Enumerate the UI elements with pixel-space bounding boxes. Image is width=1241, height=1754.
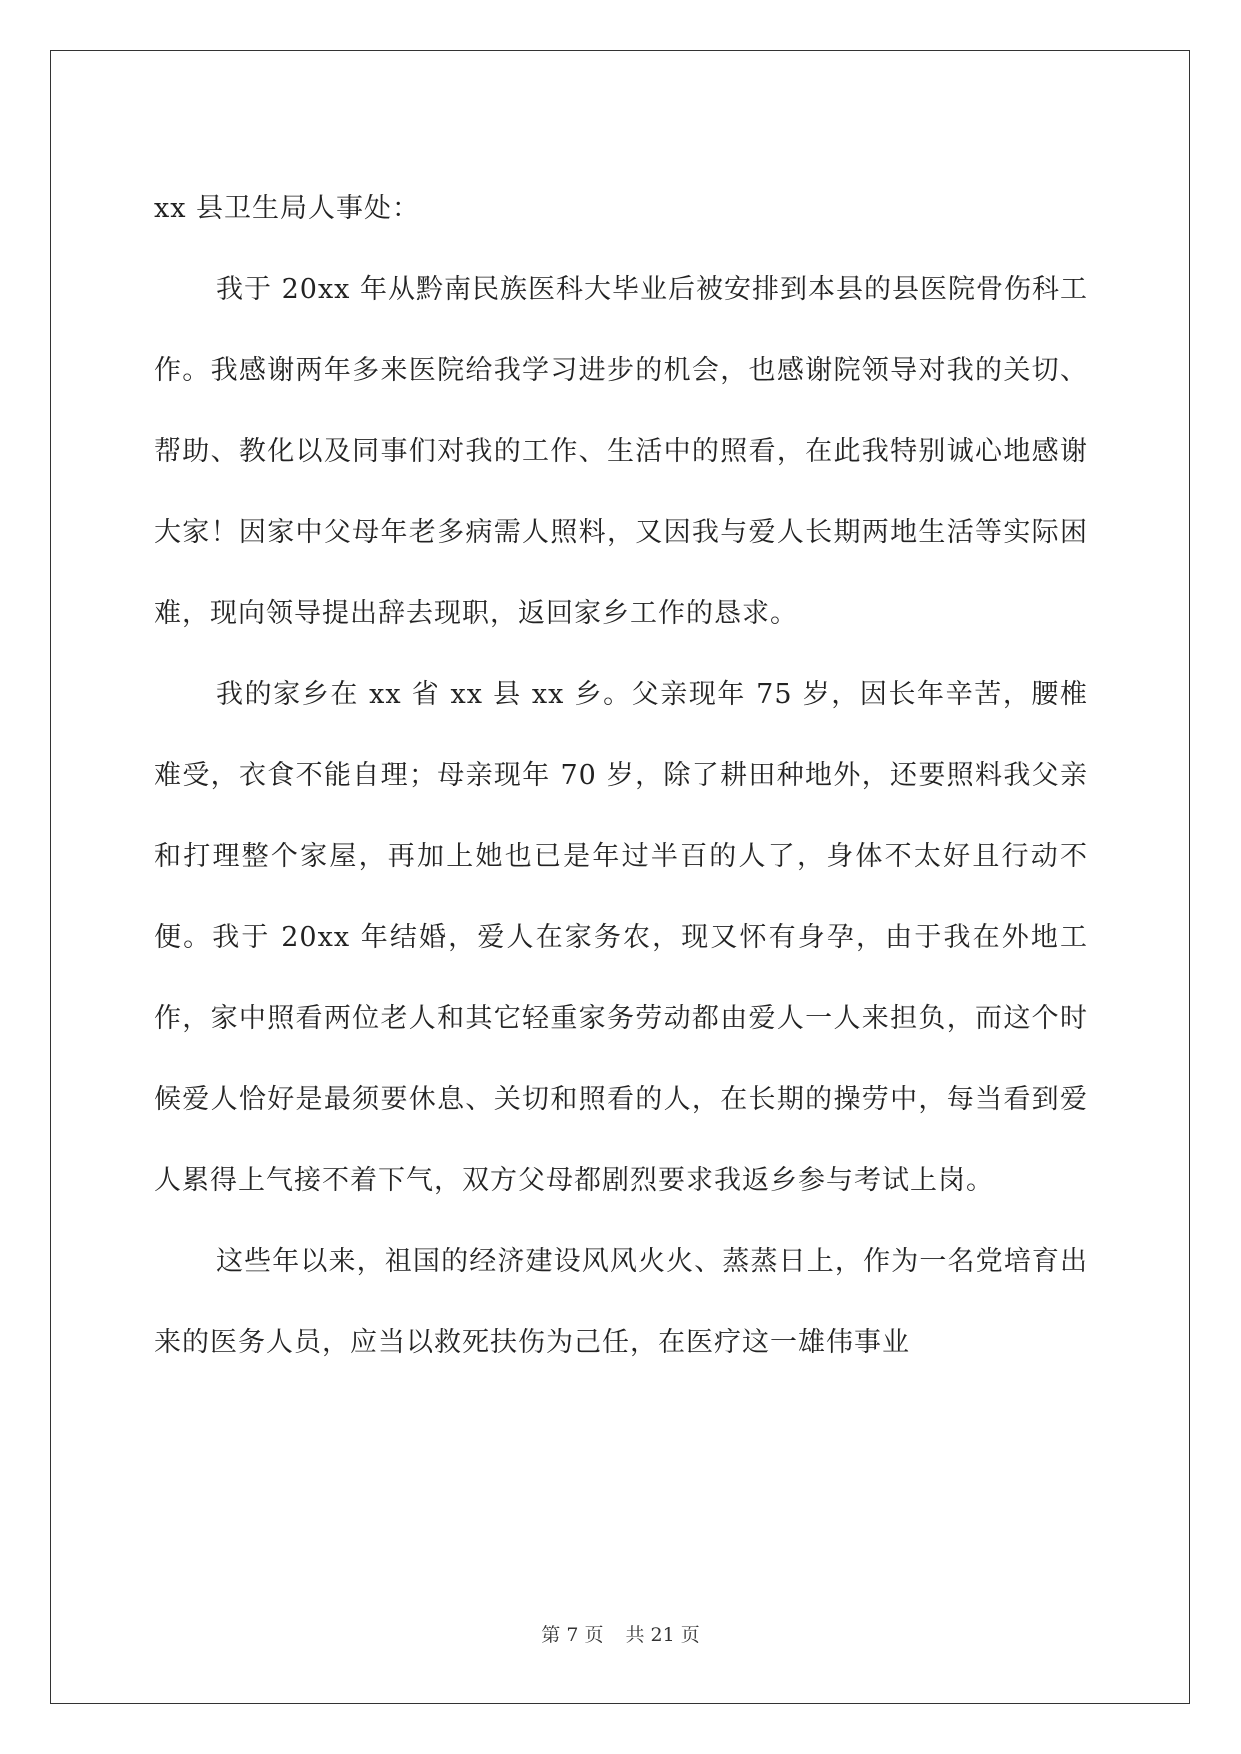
paragraph-3: 这些年以来，祖国的经济建设风风火火、蒸蒸日上，作为一名党培育出来的医务人员，应当以救死扶伤为己任，在医疗这一雄伟事业 [154, 1246, 1088, 1358]
paragraph-2: 我的家乡在 xx 省 xx 县 xx 乡。父亲现年 75 岁，因长年辛苦，腰椎难受，衣食不能自理；母亲现年 70 岁，除了耕田种地外，还要照料我父亲和打理整个家屋，再加上她也已是年过半百的人了，身体不太好且行动不便。我于 20xx 年结婚，爱人在家务农，现又怀有身孕，由于我在外地工作，家中照看两位老人和其它轻重家务劳动都由爱人一人来担负，而这个时候爱人恰好是最须要休息、关切和照看的人，在长期的操劳中，每当看到爱人累得上气接不着下气，双方父母都剧烈要求我返乡参与考试上岗。 [154, 679, 1088, 1196]
page-total: 共 21 页 [625, 1624, 700, 1646]
document-body [154, 168, 1088, 1383]
page-footer [0, 1620, 1241, 1647]
page-number: 第 7 页 [541, 1624, 604, 1646]
salutation: xx 县卫生局人事处： [154, 193, 421, 224]
paragraph-1: 我于 20xx 年从黔南民族医科大毕业后被安排到本县的县医院骨伤科工作。我感谢两年多来医院给我学习进步的机会，也感谢院领导对我的关切、帮助、教化以及同事们对我的工作、生活中的照看，在此我特别诚心地感谢大家！因家中父母年老多病需人照料，又因我与爱人长期两地生活等实际困难，现向领导提出辞去现职，返回家乡工作的恳求。 [154, 274, 1088, 629]
